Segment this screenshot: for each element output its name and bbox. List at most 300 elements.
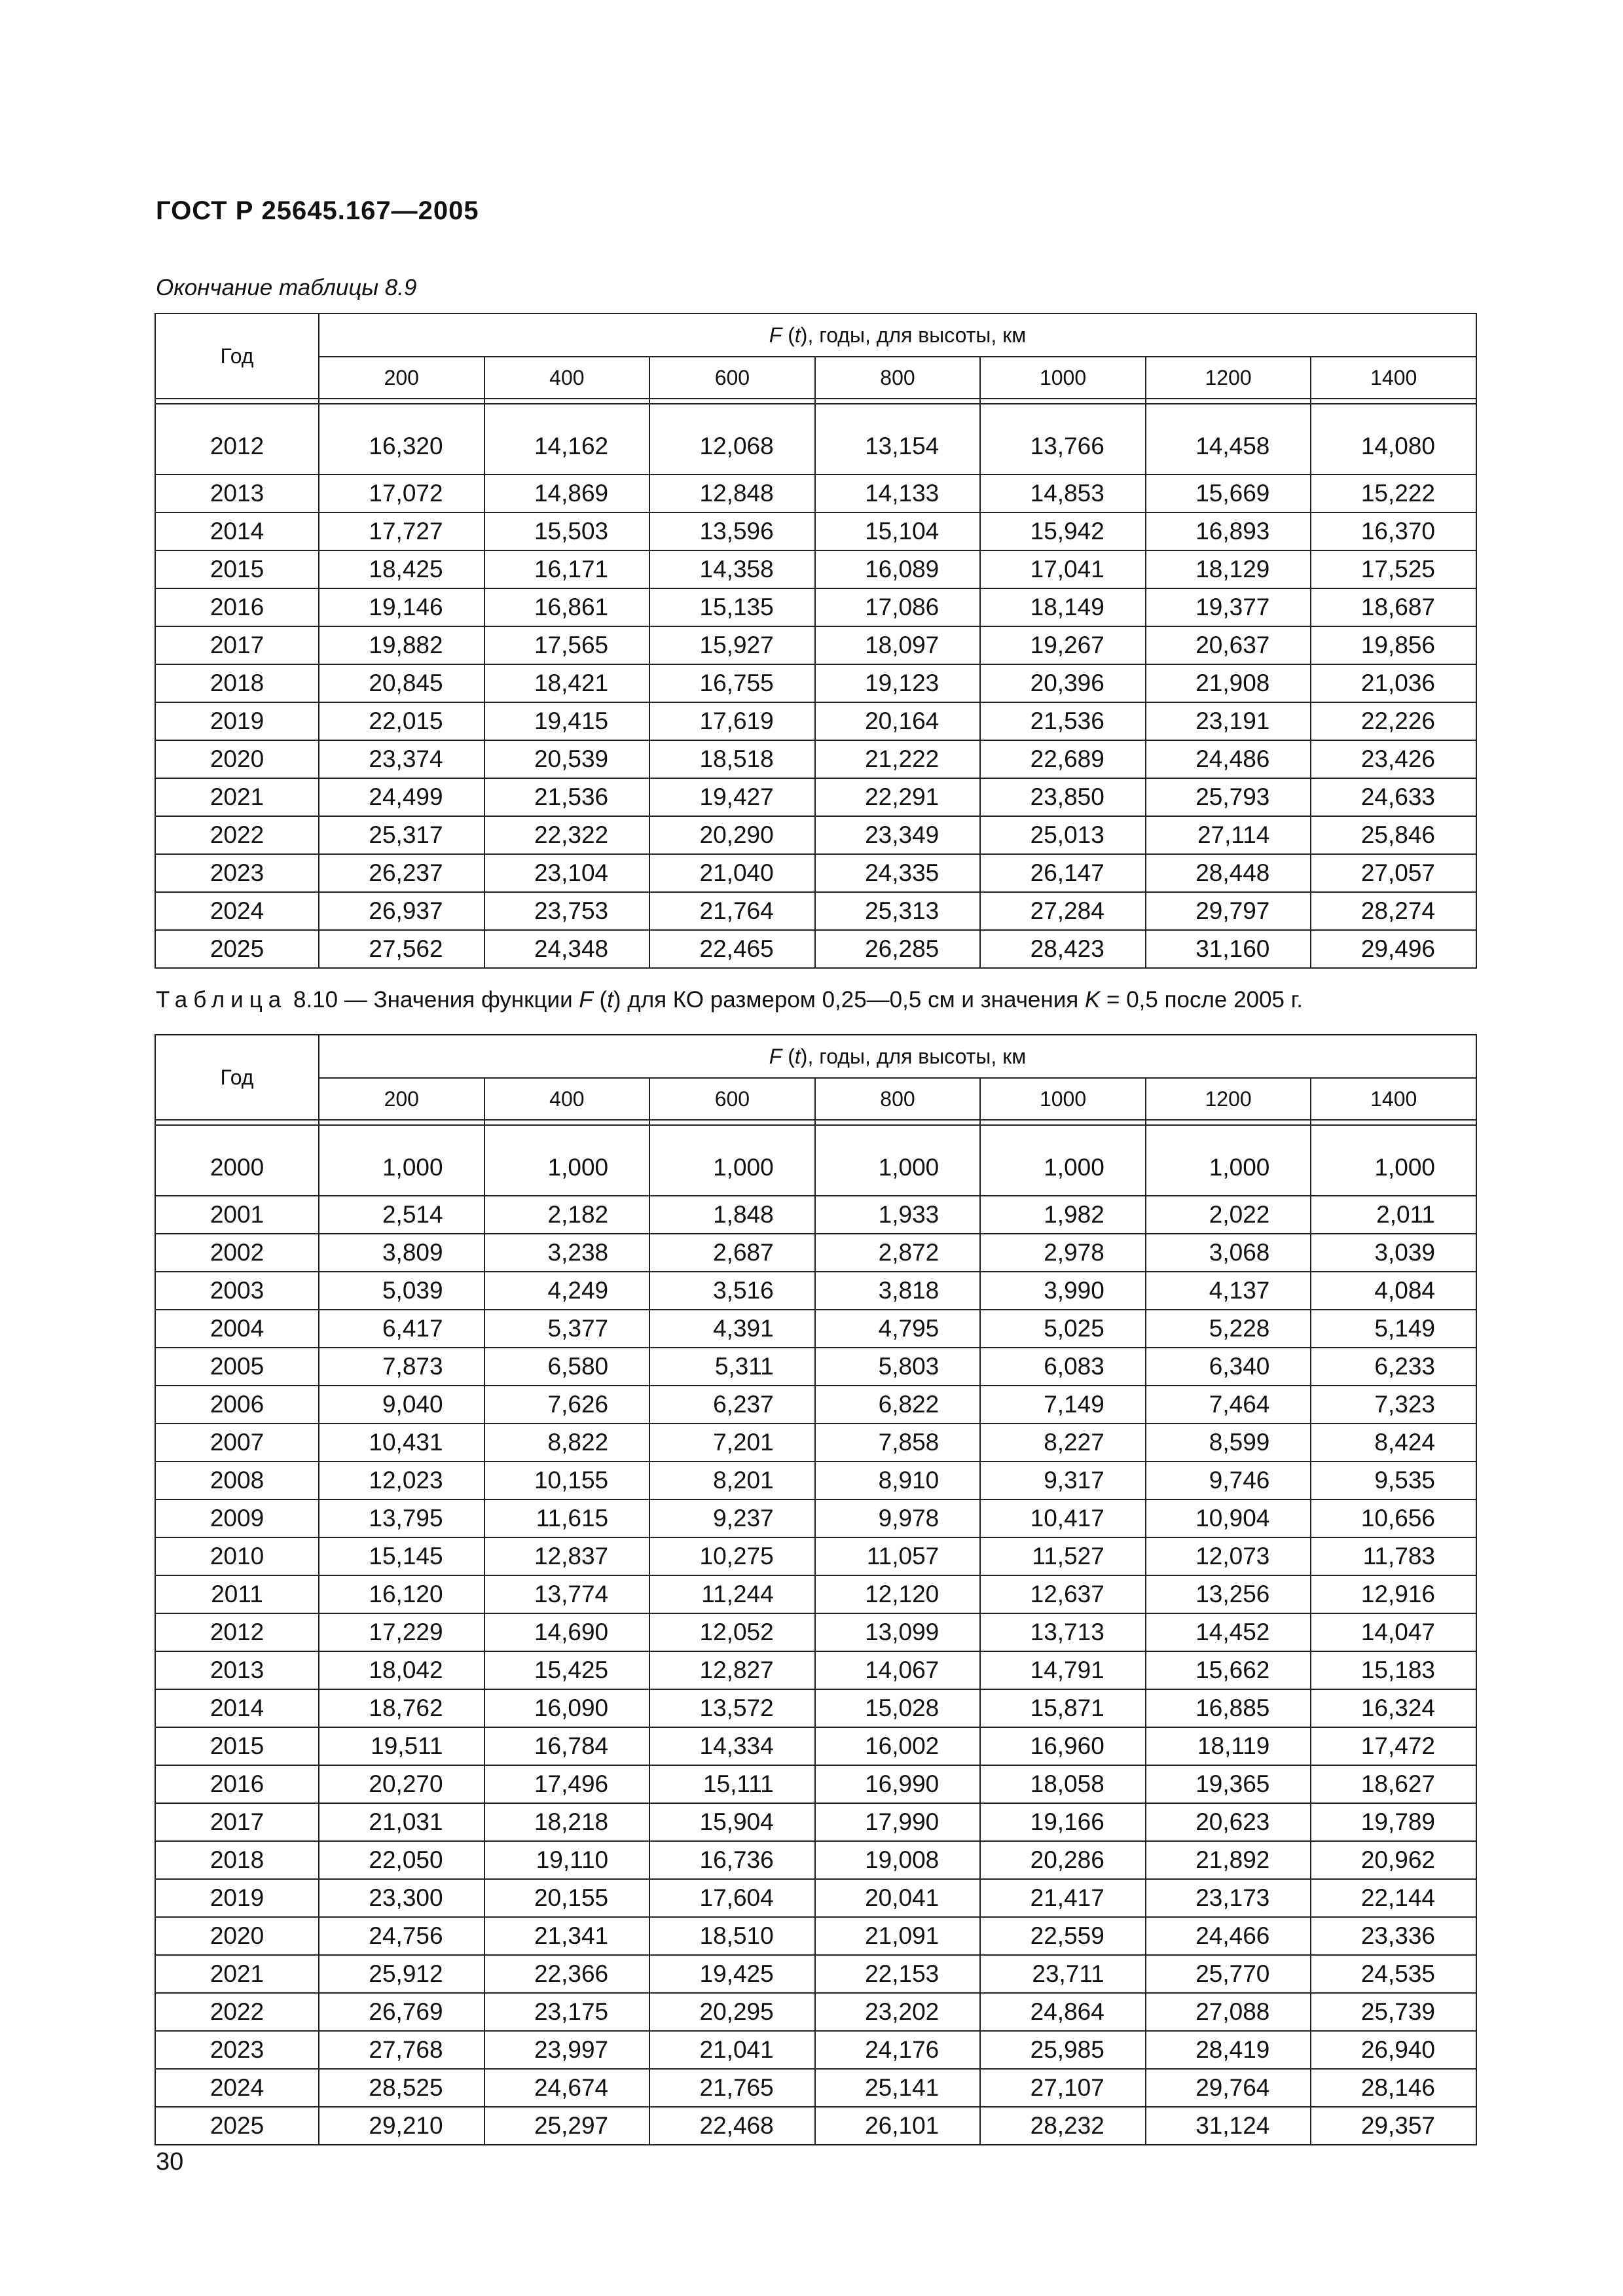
value-cell: 3,990 [980,1272,1146,1310]
height-column-header: 1000 [980,357,1146,399]
value-cell: 25,739 [1311,1993,1476,2031]
table-row [155,1879,1476,1917]
value-cell: 22,144 [1311,1879,1476,1917]
value-cell: 25,297 [484,2107,650,2145]
table-row [155,588,1476,626]
year-cell: 2025 [155,930,319,968]
table-row [155,1234,1476,1272]
value-cell: 19,789 [1311,1803,1476,1841]
value-cell: 26,937 [319,892,484,930]
table-title: 8.10 — Значения функции F (t) для КО размером 0,25—0,5 см и значения K = 0,5 после 2005 г. [287,987,1303,1013]
value-cell: 5,803 [815,1348,981,1386]
height-columns-row [155,357,1476,399]
value-cell: 21,036 [1311,664,1476,702]
value-cell: 12,848 [649,475,815,512]
value-cell: 19,882 [319,626,484,664]
value-cell: 15,904 [649,1803,815,1841]
value-cell: 16,960 [980,1727,1146,1765]
table-row [155,475,1476,512]
value-cell: 17,727 [319,512,484,550]
value-cell: 10,155 [484,1462,650,1499]
value-cell: 1,000 [980,1125,1146,1196]
year-cell: 2023 [155,854,319,892]
value-cell: 22,559 [980,1917,1146,1955]
value-cell: 20,270 [319,1765,484,1803]
value-cell: 23,191 [1146,702,1311,740]
value-cell: 15,028 [815,1689,981,1727]
value-cell: 9,317 [980,1462,1146,1499]
value-cell: 10,417 [980,1499,1146,1537]
value-cell: 1,000 [484,1125,650,1196]
value-cell: 29,496 [1311,930,1476,968]
value-cell: 8,599 [1146,1424,1311,1462]
value-cell: 19,365 [1146,1765,1311,1803]
value-cell: 26,101 [815,2107,981,2145]
table-row [155,892,1476,930]
value-cell: 22,226 [1311,702,1476,740]
year-cell: 2025 [155,2107,319,2145]
value-cell: 24,864 [980,1993,1146,2031]
year-cell: 2008 [155,1462,319,1499]
value-cell: 6,580 [484,1348,650,1386]
height-group-header: F (t), годы, для высоты, км [319,314,1476,357]
value-cell: 15,425 [484,1651,650,1689]
value-cell: 23,753 [484,892,650,930]
table-row [155,1841,1476,1879]
year-cell: 2009 [155,1499,319,1537]
year-cell: 2006 [155,1386,319,1424]
value-cell: 26,940 [1311,2031,1476,2069]
value-cell: 13,099 [815,1613,981,1651]
value-cell: 18,119 [1146,1727,1311,1765]
value-cell: 15,183 [1311,1651,1476,1689]
value-cell: 20,290 [649,816,815,854]
year-cell: 2002 [155,1234,319,1272]
value-cell: 17,472 [1311,1727,1476,1765]
value-cell: 19,511 [319,1727,484,1765]
table-row [155,1689,1476,1727]
table-row [155,1537,1476,1575]
value-cell: 21,341 [484,1917,650,1955]
value-cell: 17,525 [1311,550,1476,588]
value-cell: 13,572 [649,1689,815,1727]
value-cell: 14,869 [484,475,650,512]
value-cell: 5,039 [319,1272,484,1310]
table-row [155,1272,1476,1310]
header-separator [155,399,1476,404]
value-cell: 16,171 [484,550,650,588]
value-cell: 23,175 [484,1993,650,2031]
value-cell: 5,149 [1311,1310,1476,1348]
height-column-header: 200 [319,1078,484,1120]
value-cell: 18,518 [649,740,815,778]
value-cell: 6,237 [649,1386,815,1424]
value-cell: 16,089 [815,550,981,588]
value-cell: 21,908 [1146,664,1311,702]
year-cell: 2004 [155,1310,319,1348]
value-cell: 24,176 [815,2031,981,2069]
value-cell: 28,423 [980,930,1146,968]
table-row [155,1196,1476,1234]
year-cell: 2021 [155,778,319,816]
value-cell: 16,893 [1146,512,1311,550]
value-cell: 8,910 [815,1462,981,1499]
value-cell: 19,427 [649,778,815,816]
value-cell: 23,336 [1311,1917,1476,1955]
year-cell: 2024 [155,2069,319,2107]
value-cell: 31,124 [1146,2107,1311,2145]
value-cell: 18,627 [1311,1765,1476,1803]
value-cell: 19,425 [649,1955,815,1993]
table-8-9-body [155,404,1476,968]
value-cell: 10,904 [1146,1499,1311,1537]
height-column-header: 1400 [1311,1078,1476,1120]
table-row [155,2107,1476,2145]
value-cell: 19,415 [484,702,650,740]
value-cell: 23,173 [1146,1879,1311,1917]
value-cell: 20,041 [815,1879,981,1917]
value-cell: 16,755 [649,664,815,702]
value-cell: 18,510 [649,1917,815,1955]
value-cell: 14,853 [980,475,1146,512]
height-column-header: 1200 [1146,1078,1311,1120]
value-cell: 16,990 [815,1765,981,1803]
value-cell: 1,848 [649,1196,815,1234]
value-cell: 15,222 [1311,475,1476,512]
value-cell: 2,514 [319,1196,484,1234]
value-cell: 24,499 [319,778,484,816]
value-cell: 26,237 [319,854,484,892]
value-cell: 27,107 [980,2069,1146,2107]
value-cell: 6,340 [1146,1348,1311,1386]
value-cell: 3,818 [815,1272,981,1310]
value-cell: 13,766 [980,404,1146,475]
value-cell: 17,604 [649,1879,815,1917]
value-cell: 4,137 [1146,1272,1311,1310]
value-cell: 16,320 [319,404,484,475]
page-number: 30 [156,2148,184,2176]
year-cell: 2022 [155,816,319,854]
value-cell: 26,769 [319,1993,484,2031]
year-cell: 2003 [155,1272,319,1310]
value-cell: 11,783 [1311,1537,1476,1575]
value-cell: 5,311 [649,1348,815,1386]
table-row [155,930,1476,968]
value-cell: 8,201 [649,1462,815,1499]
value-cell: 7,858 [815,1424,981,1462]
value-cell: 1,933 [815,1196,981,1234]
value-cell: 14,080 [1311,404,1476,475]
year-cell: 2024 [155,892,319,930]
value-cell: 29,210 [319,2107,484,2145]
value-cell: 9,978 [815,1499,981,1537]
value-cell: 1,982 [980,1196,1146,1234]
value-cell: 14,458 [1146,404,1311,475]
value-cell: 19,008 [815,1841,981,1879]
value-cell: 20,155 [484,1879,650,1917]
value-cell: 2,872 [815,1234,981,1272]
value-cell: 16,002 [815,1727,981,1765]
value-cell: 21,536 [484,778,650,816]
value-cell: 22,015 [319,702,484,740]
table-8-10 [155,1034,1477,2145]
height-column-header: 1400 [1311,357,1476,399]
table-row [155,740,1476,778]
year-cell: 2019 [155,1879,319,1917]
table-row [155,1310,1476,1348]
value-cell: 17,565 [484,626,650,664]
value-cell: 3,516 [649,1272,815,1310]
height-column-header: 1000 [980,1078,1146,1120]
value-cell: 27,284 [980,892,1146,930]
value-cell: 28,274 [1311,892,1476,930]
value-cell: 9,746 [1146,1462,1311,1499]
table-row [155,2069,1476,2107]
year-cell: 2022 [155,1993,319,2031]
value-cell: 15,503 [484,512,650,550]
value-cell: 2,687 [649,1234,815,1272]
table-row [155,1348,1476,1386]
value-cell: 12,023 [319,1462,484,1499]
value-cell: 18,149 [980,588,1146,626]
year-cell: 2017 [155,626,319,664]
value-cell: 24,466 [1146,1917,1311,1955]
value-cell: 12,073 [1146,1537,1311,1575]
year-cell: 2015 [155,550,319,588]
table-row [155,404,1476,475]
value-cell: 18,058 [980,1765,1146,1803]
value-cell: 17,496 [484,1765,650,1803]
height-column-header: 400 [484,357,650,399]
value-cell: 29,797 [1146,892,1311,930]
value-cell: 20,539 [484,740,650,778]
value-cell: 12,120 [815,1575,981,1613]
value-cell: 12,052 [649,1613,815,1651]
value-cell: 17,086 [815,588,981,626]
value-cell: 22,468 [649,2107,815,2145]
value-cell: 24,535 [1311,1955,1476,1993]
table-row [155,1424,1476,1462]
value-cell: 7,626 [484,1386,650,1424]
value-cell: 26,147 [980,854,1146,892]
value-cell: 23,349 [815,816,981,854]
value-cell: 16,120 [319,1575,484,1613]
value-cell: 15,135 [649,588,815,626]
value-cell: 20,637 [1146,626,1311,664]
value-cell: 19,123 [815,664,981,702]
table-row [155,626,1476,664]
year-cell: 2014 [155,512,319,550]
year-cell: 2016 [155,1765,319,1803]
year-cell: 2020 [155,740,319,778]
value-cell: 28,419 [1146,2031,1311,2069]
height-column-header: 600 [649,357,815,399]
value-cell: 12,637 [980,1575,1146,1613]
height-column-header: 800 [815,1078,981,1120]
value-cell: 13,795 [319,1499,484,1537]
table-8-10-body [155,1125,1476,2145]
value-cell: 16,324 [1311,1689,1476,1727]
value-cell: 10,431 [319,1424,484,1462]
value-cell: 14,452 [1146,1613,1311,1651]
value-cell: 17,229 [319,1613,484,1651]
year-column-header: Год [155,314,319,399]
value-cell: 27,768 [319,2031,484,2069]
value-cell: 2,022 [1146,1196,1311,1234]
value-cell: 15,662 [1146,1651,1311,1689]
year-cell: 2001 [155,1196,319,1234]
table-row [155,664,1476,702]
value-cell: 18,042 [319,1651,484,1689]
value-cell: 10,656 [1311,1499,1476,1537]
value-cell: 16,784 [484,1727,650,1765]
value-cell: 19,856 [1311,626,1476,664]
value-cell: 24,335 [815,854,981,892]
year-cell: 2012 [155,404,319,475]
table-row [155,512,1476,550]
value-cell: 27,114 [1146,816,1311,854]
table-row [155,1917,1476,1955]
year-cell: 2016 [155,588,319,626]
year-cell: 2000 [155,1125,319,1196]
value-cell: 1,000 [815,1125,981,1196]
value-cell: 14,791 [980,1651,1146,1689]
value-cell: 22,689 [980,740,1146,778]
value-cell: 21,222 [815,740,981,778]
value-cell: 17,619 [649,702,815,740]
value-cell: 7,323 [1311,1386,1476,1424]
value-cell: 3,809 [319,1234,484,1272]
value-cell: 22,322 [484,816,650,854]
table-row [155,778,1476,816]
value-cell: 18,218 [484,1803,650,1841]
table-row [155,1386,1476,1424]
value-cell: 15,669 [1146,475,1311,512]
value-cell: 6,822 [815,1386,981,1424]
value-cell: 17,990 [815,1803,981,1841]
table-row [155,1499,1476,1537]
height-column-header: 600 [649,1078,815,1120]
value-cell: 25,317 [319,816,484,854]
value-cell: 15,871 [980,1689,1146,1727]
value-cell: 13,596 [649,512,815,550]
value-cell: 23,850 [980,778,1146,816]
value-cell: 14,690 [484,1613,650,1651]
value-cell: 10,275 [649,1537,815,1575]
value-cell: 8,822 [484,1424,650,1462]
value-cell: 17,041 [980,550,1146,588]
height-group-header: F (t), годы, для высоты, км [319,1035,1476,1078]
value-cell: 12,068 [649,404,815,475]
value-cell: 22,050 [319,1841,484,1879]
height-column-header: 800 [815,357,981,399]
value-cell: 21,892 [1146,1841,1311,1879]
value-cell: 23,426 [1311,740,1476,778]
value-cell: 23,300 [319,1879,484,1917]
value-cell: 18,687 [1311,588,1476,626]
value-cell: 11,527 [980,1537,1146,1575]
year-cell: 2015 [155,1727,319,1765]
value-cell: 27,562 [319,930,484,968]
value-cell: 23,374 [319,740,484,778]
table-row [155,1993,1476,2031]
value-cell: 15,111 [649,1765,815,1803]
value-cell: 20,845 [319,664,484,702]
year-cell: 2007 [155,1424,319,1462]
value-cell: 13,256 [1146,1575,1311,1613]
value-cell: 11,244 [649,1575,815,1613]
value-cell: 16,885 [1146,1689,1311,1727]
value-cell: 9,535 [1311,1462,1476,1499]
value-cell: 6,417 [319,1310,484,1348]
value-cell: 7,873 [319,1348,484,1386]
value-cell: 14,067 [815,1651,981,1689]
value-cell: 11,057 [815,1537,981,1575]
value-cell: 19,166 [980,1803,1146,1841]
value-cell: 13,713 [980,1613,1146,1651]
value-cell: 4,249 [484,1272,650,1310]
value-cell: 25,313 [815,892,981,930]
value-cell: 21,041 [649,2031,815,2069]
value-cell: 21,536 [980,702,1146,740]
value-cell: 27,057 [1311,854,1476,892]
value-cell: 18,425 [319,550,484,588]
document-code: ГОСТ Р 25645.167—2005 [156,196,479,225]
value-cell: 22,153 [815,1955,981,1993]
value-cell: 14,047 [1311,1613,1476,1651]
table-row [155,2031,1476,2069]
value-cell: 21,417 [980,1879,1146,1917]
value-cell: 6,083 [980,1348,1146,1386]
value-cell: 18,421 [484,664,650,702]
year-cell: 2010 [155,1537,319,1575]
value-cell: 28,232 [980,2107,1146,2145]
header-separator [155,1120,1476,1125]
value-cell: 28,525 [319,2069,484,2107]
year-cell: 2005 [155,1348,319,1386]
value-cell: 15,104 [815,512,981,550]
value-cell: 17,072 [319,475,484,512]
value-cell: 12,827 [649,1651,815,1689]
height-column-header: 200 [319,357,484,399]
value-cell: 27,088 [1146,1993,1311,2031]
year-cell: 2013 [155,1651,319,1689]
value-cell: 25,770 [1146,1955,1311,1993]
value-cell: 9,237 [649,1499,815,1537]
value-cell: 9,040 [319,1386,484,1424]
value-cell: 25,985 [980,2031,1146,2069]
value-cell: 8,424 [1311,1424,1476,1462]
value-cell: 20,962 [1311,1841,1476,1879]
table-row [155,550,1476,588]
value-cell: 18,097 [815,626,981,664]
table-row [155,854,1476,892]
year-cell: 2013 [155,475,319,512]
value-cell: 20,164 [815,702,981,740]
year-cell: 2011 [155,1575,319,1613]
value-cell: 22,366 [484,1955,650,1993]
table-row [155,1727,1476,1765]
value-cell: 23,202 [815,1993,981,2031]
value-cell: 7,464 [1146,1386,1311,1424]
year-column-header: Год [155,1035,319,1120]
value-cell: 21,040 [649,854,815,892]
value-cell: 25,846 [1311,816,1476,854]
value-cell: 22,291 [815,778,981,816]
value-cell: 20,396 [980,664,1146,702]
value-cell: 24,486 [1146,740,1311,778]
year-cell: 2018 [155,664,319,702]
